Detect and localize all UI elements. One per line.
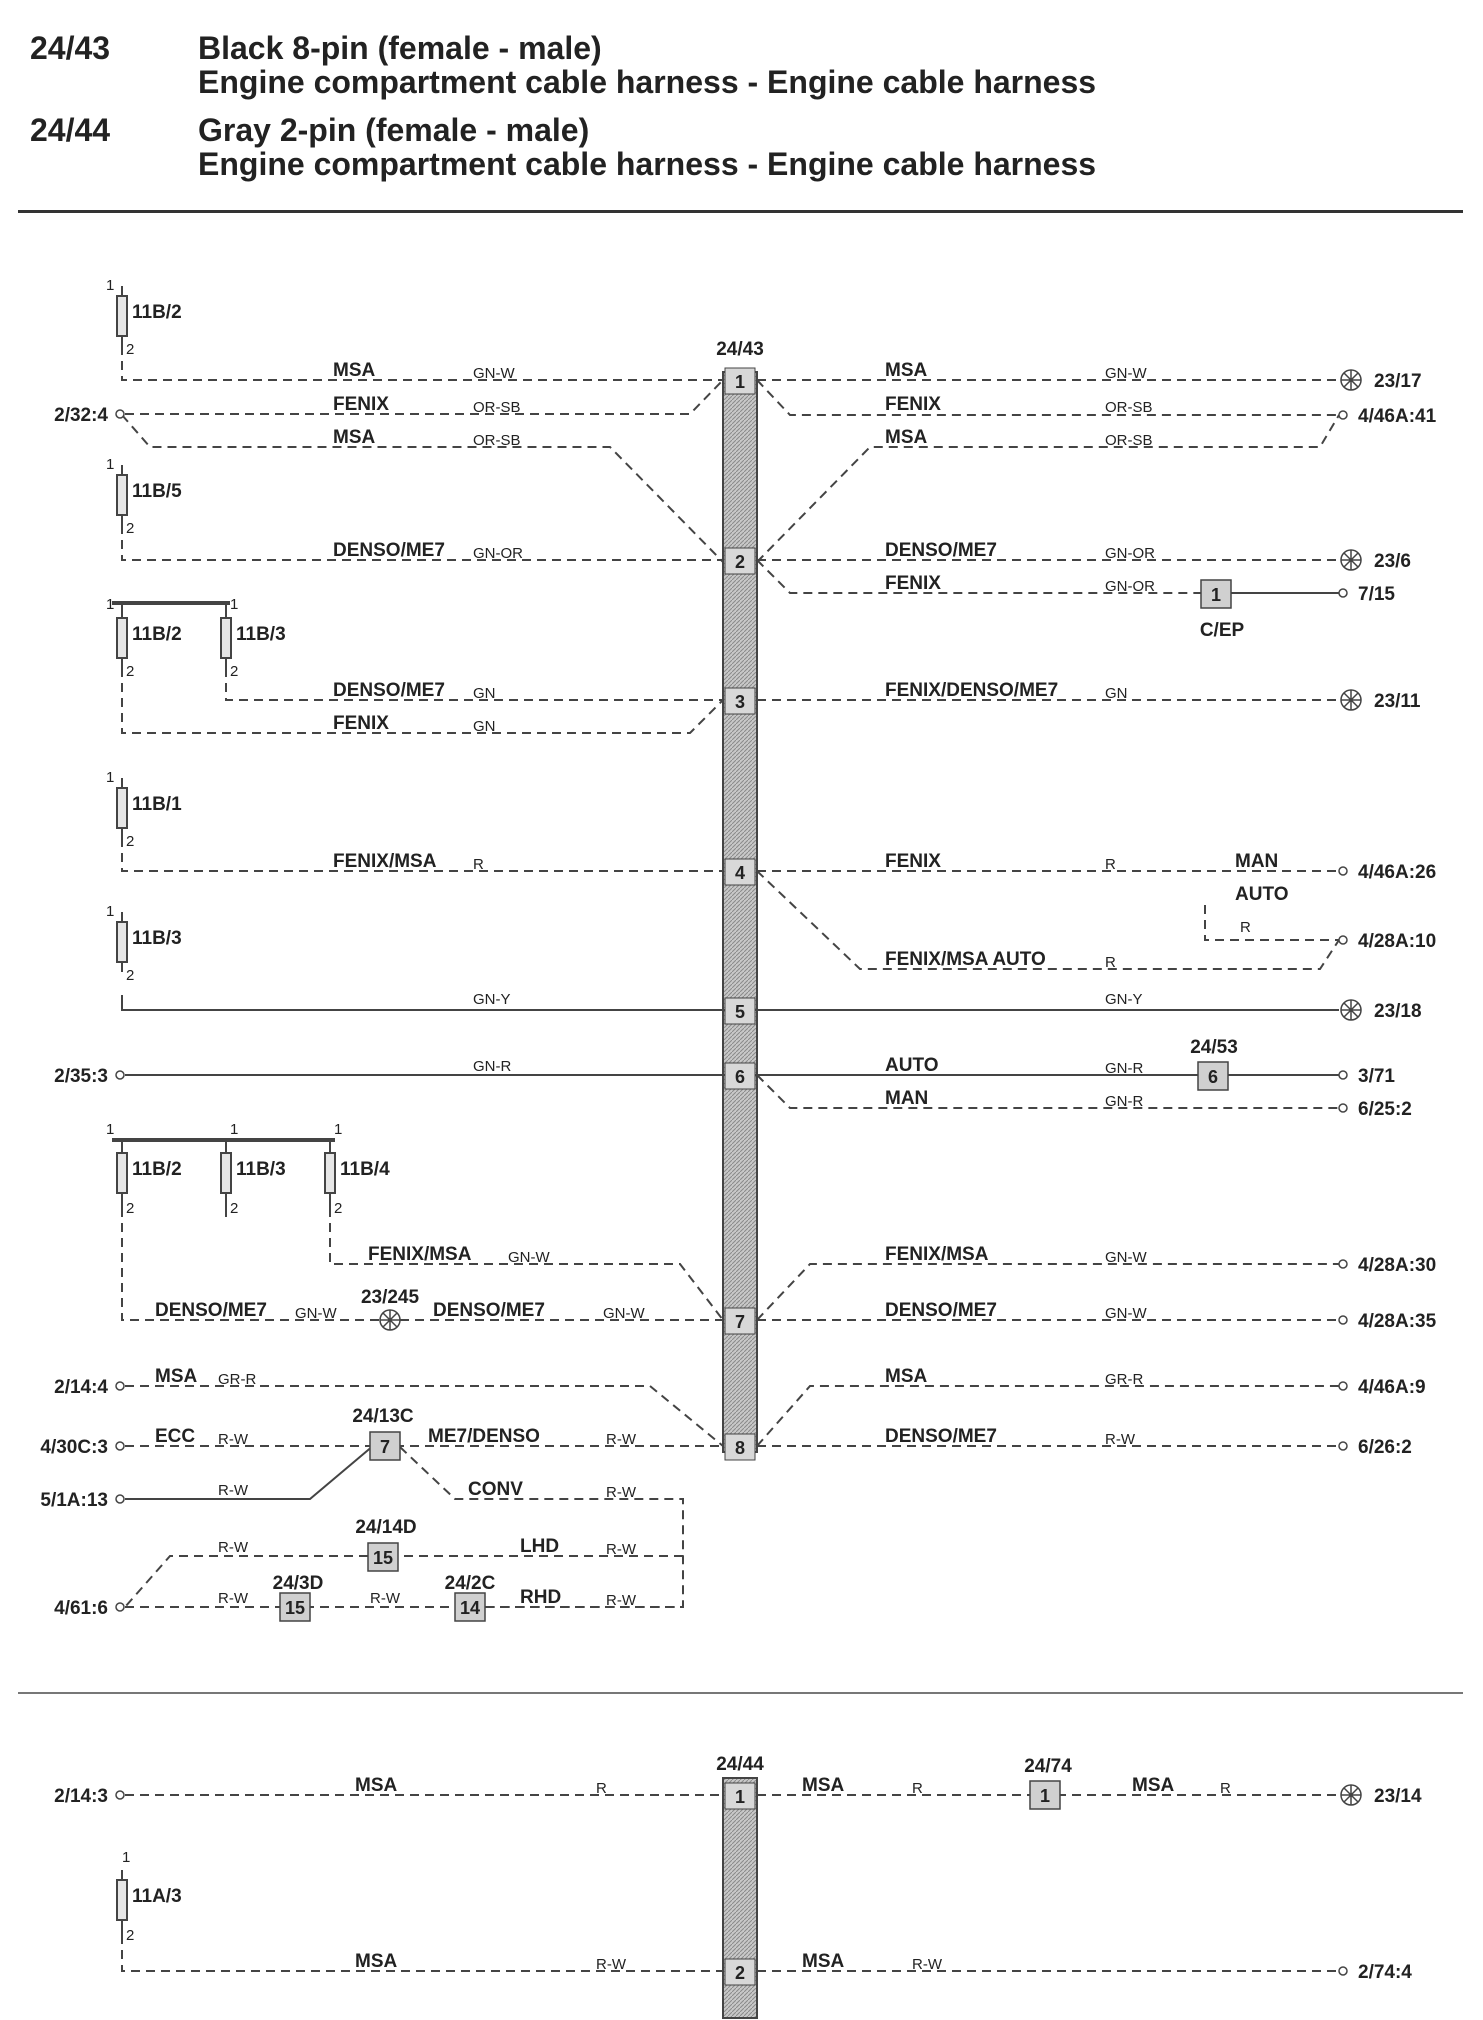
svg-text:MAN: MAN xyxy=(1235,851,1279,872)
ground-icon xyxy=(1341,370,1361,390)
terminal-label: 23/14 xyxy=(1374,1786,1422,1807)
svg-text:R-W: R-W xyxy=(218,1539,248,1556)
svg-text:MSA: MSA xyxy=(1132,1775,1175,1796)
svg-text:MSA: MSA xyxy=(155,1366,198,1387)
svg-text:GR-R: GR-R xyxy=(218,1371,257,1388)
svg-text:2: 2 xyxy=(734,552,746,572)
svg-text:AUTO: AUTO xyxy=(885,1055,939,1076)
svg-text:6: 6 xyxy=(734,1067,746,1087)
svg-text:1: 1 xyxy=(106,277,115,294)
svg-text:2: 2 xyxy=(734,1963,746,1983)
svg-text:DENSO/ME7: DENSO/ME7 xyxy=(333,680,445,701)
svg-text:R: R xyxy=(1220,1780,1231,1797)
svg-text:OR-SB: OR-SB xyxy=(473,399,521,416)
svg-text:1: 1 xyxy=(230,1121,239,1138)
svg-text:GN-W: GN-W xyxy=(1105,1305,1147,1322)
svg-text:2: 2 xyxy=(126,1200,135,1217)
components xyxy=(273,580,1245,1809)
svg-text:R: R xyxy=(596,1780,607,1797)
svg-text:AUTO: AUTO xyxy=(1235,884,1289,905)
terminal-label: 6/25:2 xyxy=(1358,1099,1412,1120)
terminal-label: 2/32:4 xyxy=(54,405,108,426)
svg-text:ECC: ECC xyxy=(155,1426,196,1447)
svg-text:MSA: MSA xyxy=(802,1951,845,1972)
svg-text:2: 2 xyxy=(230,663,239,680)
connector-24-44-label: 24/44 xyxy=(716,1754,764,1775)
svg-text:1: 1 xyxy=(734,372,746,392)
component-24-14d xyxy=(355,1517,416,1571)
svg-text:MSA: MSA xyxy=(885,360,928,381)
ground-icon xyxy=(1341,690,1361,710)
svg-text:MAN: MAN xyxy=(885,1088,929,1109)
svg-text:DENSO/ME7: DENSO/ME7 xyxy=(885,1300,997,1321)
svg-text:1: 1 xyxy=(1210,585,1222,605)
terminal-label: 4/28A:30 xyxy=(1358,1255,1437,1276)
svg-text:2: 2 xyxy=(334,1200,343,1217)
fuse-label: 11B/1 xyxy=(132,794,182,815)
svg-text:R-W: R-W xyxy=(912,1956,942,1973)
svg-text:14: 14 xyxy=(459,1598,481,1618)
svg-text:1: 1 xyxy=(334,1121,343,1138)
svg-text:R-W: R-W xyxy=(370,1590,400,1607)
svg-text:GN-W: GN-W xyxy=(1105,1249,1147,1266)
svg-text:DENSO/ME7: DENSO/ME7 xyxy=(333,540,445,561)
svg-text:FENIX/MSA: FENIX/MSA xyxy=(885,1244,989,1265)
connector-code: 24/43 xyxy=(30,30,111,66)
connector-code: 24/44 xyxy=(30,112,111,148)
svg-text:R-W: R-W xyxy=(606,1592,636,1609)
svg-text:OR-SB: OR-SB xyxy=(1105,399,1153,416)
svg-text:GN-W: GN-W xyxy=(295,1305,337,1322)
svg-text:FENIX: FENIX xyxy=(885,394,941,415)
svg-text:R-W: R-W xyxy=(606,1484,636,1501)
fuse-label: 11B/4 xyxy=(340,1159,390,1180)
connector-description: Black 8-pin (female - male) xyxy=(198,30,602,66)
terminal-label: 4/30C:3 xyxy=(40,1437,108,1458)
fuse-label: 11B/2 xyxy=(132,302,182,323)
svg-text:R-W: R-W xyxy=(606,1431,636,1448)
svg-text:GN: GN xyxy=(473,718,496,735)
connector-24-43-label: 24/43 xyxy=(716,339,764,360)
svg-text:ME7/DENSO: ME7/DENSO xyxy=(428,1426,540,1447)
svg-text:C/EP: C/EP xyxy=(1199,620,1245,641)
svg-text:R-W: R-W xyxy=(596,1956,626,1973)
fuse-label: 11B/2 xyxy=(132,1159,182,1180)
svg-text:GN-R: GN-R xyxy=(1105,1093,1144,1110)
harness-description: Engine compartment cable harness - Engine cable harness xyxy=(198,146,1097,182)
svg-text:7: 7 xyxy=(734,1312,746,1332)
svg-text:2: 2 xyxy=(126,1927,135,1944)
svg-text:1: 1 xyxy=(106,596,115,613)
svg-text:OR-SB: OR-SB xyxy=(1105,432,1153,449)
svg-text:6: 6 xyxy=(1207,1067,1219,1087)
svg-text:FENIX/MSA: FENIX/MSA xyxy=(333,851,437,872)
svg-text:DENSO/ME7: DENSO/ME7 xyxy=(885,540,997,561)
terminal-label: 4/46A:9 xyxy=(1358,1377,1426,1398)
svg-text:5: 5 xyxy=(734,1002,746,1022)
svg-text:GN-W: GN-W xyxy=(603,1305,645,1322)
svg-text:MSA: MSA xyxy=(802,1775,845,1796)
svg-text:GN-Y: GN-Y xyxy=(473,991,511,1008)
terminal-label: 5/1A:13 xyxy=(40,1490,108,1511)
splice-icon xyxy=(380,1310,400,1330)
terminal-label: 2/14:3 xyxy=(54,1786,108,1807)
svg-text:MSA: MSA xyxy=(885,427,928,448)
splice-label: 23/245 xyxy=(360,1287,420,1308)
component-24-74 xyxy=(1024,1756,1072,1809)
svg-text:2: 2 xyxy=(126,341,135,358)
pin-6 xyxy=(725,1063,755,1089)
fuses xyxy=(117,286,335,1935)
svg-text:1: 1 xyxy=(230,596,239,613)
svg-text:R-W: R-W xyxy=(218,1482,248,1499)
terminal-label: 4/46A:26 xyxy=(1358,862,1437,883)
svg-text:GN-W: GN-W xyxy=(508,1249,550,1266)
ground-icon xyxy=(1341,1000,1361,1020)
svg-text:DENSO/ME7: DENSO/ME7 xyxy=(433,1300,545,1321)
pin-5 xyxy=(725,998,755,1024)
svg-text:7: 7 xyxy=(379,1437,391,1457)
svg-text:OR-SB: OR-SB xyxy=(473,432,521,449)
svg-text:R: R xyxy=(1240,919,1251,936)
svg-text:MSA: MSA xyxy=(333,360,376,381)
terminal-label: 23/18 xyxy=(1374,1001,1422,1022)
terminal-label: 2/74:4 xyxy=(1358,1962,1412,1983)
component-c-ep xyxy=(1200,580,1245,641)
fuse-label: 11B/3 xyxy=(236,1159,286,1180)
svg-text:8: 8 xyxy=(734,1438,746,1458)
svg-text:24/53: 24/53 xyxy=(1190,1037,1238,1058)
terminal-label: 23/11 xyxy=(1374,691,1421,712)
svg-text:GN-OR: GN-OR xyxy=(1105,545,1155,562)
svg-text:R-W: R-W xyxy=(218,1431,248,1448)
fuse-label: 11B/3 xyxy=(132,928,182,949)
terminal-label: 4/28A:35 xyxy=(1358,1311,1437,1332)
svg-text:FENIX/MSA: FENIX/MSA xyxy=(368,1244,472,1265)
pin-8 xyxy=(725,1434,755,1460)
svg-text:1: 1 xyxy=(106,769,115,786)
svg-text:1: 1 xyxy=(106,1121,115,1138)
fuse-label: 11B/2 xyxy=(132,624,182,645)
ground-icon xyxy=(1341,550,1361,570)
svg-text:R-W: R-W xyxy=(218,1590,248,1607)
svg-text:1: 1 xyxy=(122,1849,131,1866)
svg-text:GN-R: GN-R xyxy=(1105,1060,1144,1077)
svg-text:FENIX: FENIX xyxy=(333,394,389,415)
svg-text:RHD: RHD xyxy=(520,1587,562,1608)
connector-description: Gray 2-pin (female - male) xyxy=(198,112,590,148)
svg-text:1: 1 xyxy=(734,1787,746,1807)
svg-text:FENIX: FENIX xyxy=(885,573,941,594)
svg-text:1: 1 xyxy=(1039,1786,1051,1806)
svg-text:GN-Y: GN-Y xyxy=(1105,991,1143,1008)
svg-text:FENIX: FENIX xyxy=(333,713,389,734)
component-24-3d xyxy=(273,1573,324,1621)
fuse-label: 11B/5 xyxy=(132,481,182,502)
svg-text:GR-R: GR-R xyxy=(1105,1371,1144,1388)
terminal-label: 4/46A:41 xyxy=(1358,406,1437,427)
pin-7 xyxy=(725,1308,755,1334)
right-terminals xyxy=(361,371,1437,1983)
svg-text:FENIX/DENSO/ME7: FENIX/DENSO/ME7 xyxy=(885,680,1059,701)
svg-text:GN: GN xyxy=(1105,685,1128,702)
terminal-label: 23/17 xyxy=(1374,371,1422,392)
svg-text:24/2C: 24/2C xyxy=(444,1573,496,1594)
fuse-label: 11B/3 xyxy=(236,624,286,645)
svg-text:R-W: R-W xyxy=(1105,1431,1135,1448)
svg-text:R: R xyxy=(473,856,484,873)
connector-24-43-body xyxy=(723,372,757,1452)
svg-text:1: 1 xyxy=(106,903,115,920)
svg-text:15: 15 xyxy=(372,1548,394,1568)
component-24-53 xyxy=(1190,1037,1238,1090)
terminal-label: 3/71 xyxy=(1358,1066,1395,1087)
pin-1 xyxy=(725,1783,755,1809)
svg-text:24/14D: 24/14D xyxy=(355,1517,417,1538)
pin-2 xyxy=(725,548,755,574)
terminal-label: 4/61:6 xyxy=(54,1598,108,1619)
svg-text:2: 2 xyxy=(230,1200,239,1217)
pin-2 xyxy=(725,1959,755,1985)
svg-text:2: 2 xyxy=(126,833,135,850)
svg-text:15: 15 xyxy=(284,1598,306,1618)
svg-text:MSA: MSA xyxy=(333,427,376,448)
svg-text:MSA: MSA xyxy=(355,1775,398,1796)
svg-text:GN-W: GN-W xyxy=(1105,365,1147,382)
svg-text:CONV: CONV xyxy=(468,1479,523,1500)
terminal-label: 7/15 xyxy=(1358,584,1395,605)
pin-3 xyxy=(725,688,755,714)
svg-text:DENSO/ME7: DENSO/ME7 xyxy=(155,1300,267,1321)
harness-description: Engine compartment cable harness - Engine cable harness xyxy=(198,64,1097,100)
terminal-label: 6/26:2 xyxy=(1358,1437,1412,1458)
svg-text:2: 2 xyxy=(126,967,135,984)
svg-text:R: R xyxy=(1105,856,1116,873)
svg-text:MSA: MSA xyxy=(885,1366,928,1387)
svg-text:GN-OR: GN-OR xyxy=(1105,578,1155,595)
svg-text:FENIX: FENIX xyxy=(885,851,941,872)
right-terminal-points xyxy=(1339,411,1347,1975)
svg-text:2: 2 xyxy=(126,663,135,680)
terminal-label: 2/35:3 xyxy=(54,1066,108,1087)
svg-text:DENSO/ME7: DENSO/ME7 xyxy=(885,1426,997,1447)
svg-text:GN-OR: GN-OR xyxy=(473,545,523,562)
left-terminals xyxy=(40,405,124,1807)
svg-text:GN: GN xyxy=(473,685,496,702)
component-24-2c xyxy=(445,1573,496,1621)
svg-text:R: R xyxy=(912,1780,923,1797)
svg-text:GN-R: GN-R xyxy=(473,1058,512,1075)
svg-text:MSA: MSA xyxy=(355,1951,398,1972)
svg-text:4: 4 xyxy=(734,863,746,883)
svg-text:LHD: LHD xyxy=(520,1536,560,1557)
svg-text:R-W: R-W xyxy=(606,1541,636,1558)
pin-4 xyxy=(725,859,755,885)
svg-text:24/3D: 24/3D xyxy=(272,1573,324,1594)
svg-text:24/74: 24/74 xyxy=(1024,1756,1072,1777)
svg-text:GN-W: GN-W xyxy=(473,365,515,382)
svg-text:1: 1 xyxy=(106,456,115,473)
terminal-label: 4/28A:10 xyxy=(1358,931,1437,952)
svg-text:2: 2 xyxy=(126,520,135,537)
fuse-label: 11A/3 xyxy=(132,1886,182,1907)
pin-1 xyxy=(725,368,755,394)
svg-text:FENIX/MSA AUTO: FENIX/MSA AUTO xyxy=(885,949,1046,970)
terminal-label: 2/14:4 xyxy=(54,1377,108,1398)
terminal-label: 23/6 xyxy=(1374,551,1411,572)
fuse-pin-numbers xyxy=(106,277,342,1944)
ground-icon xyxy=(1341,1785,1361,1805)
svg-text:R: R xyxy=(1105,954,1116,971)
svg-text:3: 3 xyxy=(734,692,746,712)
svg-text:24/13C: 24/13C xyxy=(352,1406,414,1427)
